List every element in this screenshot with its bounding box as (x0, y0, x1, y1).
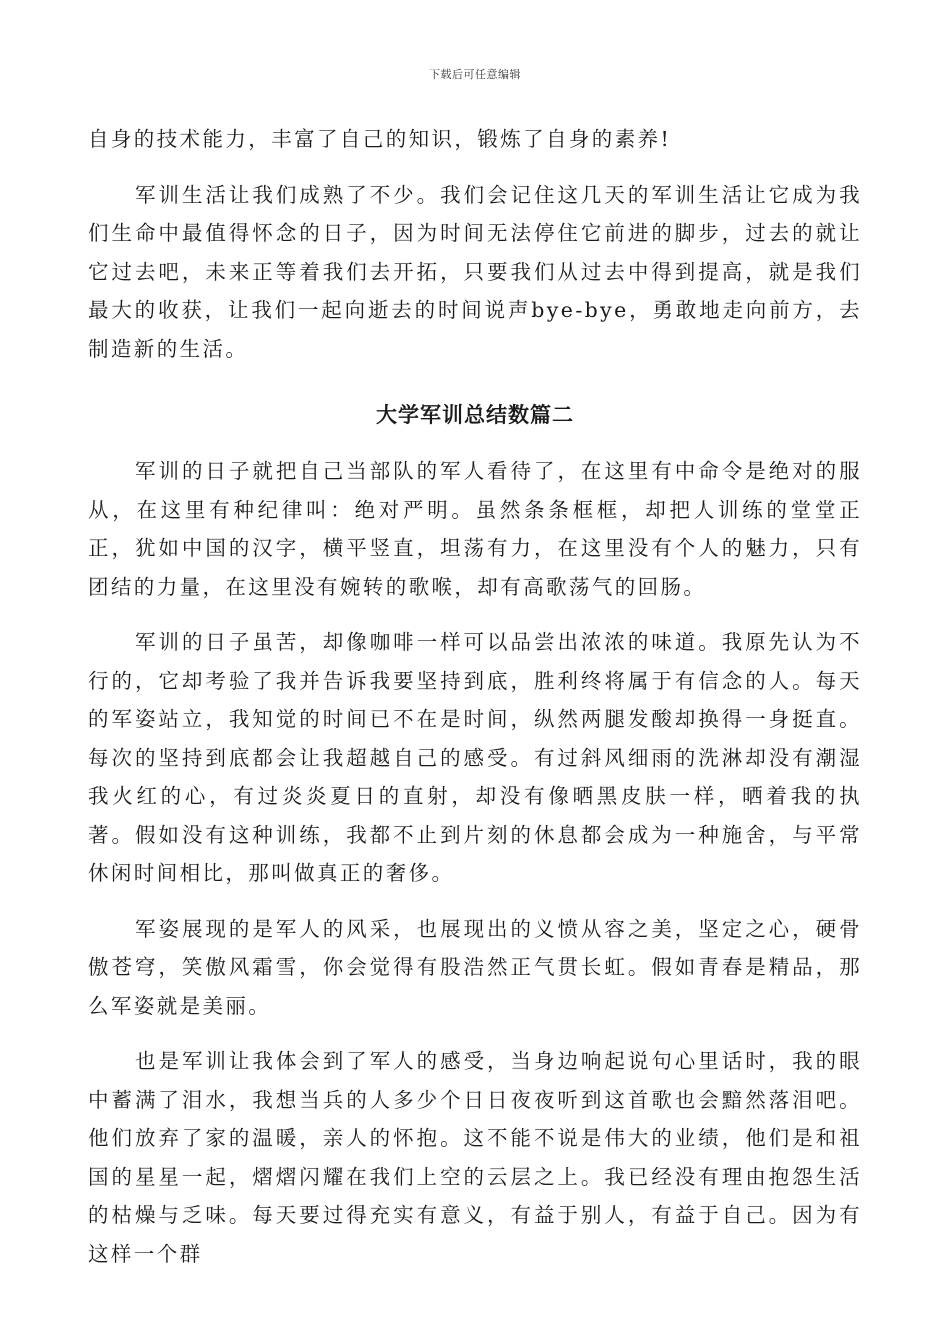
paragraph: 军训的日子虽苦，却像咖啡一样可以品尝出浓浓的味道。我原先认为不行的，它却考验了我并告诉我要坚持到底，胜利终将属于有信念的人。每天的军姿站立，我知觉的时间已不在是时间，纵然两腿发酸却换得一身挺直。每次的坚持到底都会让我超越自己的感受。有过斜风细雨的洗淋却没有潮湿我火红的心，有过炎炎夏日的直射，却没有像晒黑皮肤一样，晒着我的执著。假如没有这种训练，我都不止到片刻的休息都会成为一种施舍，与平常休闲时间相比，那叫做真正的奢侈。 (88, 630, 862, 885)
document-body (88, 120, 862, 1273)
paragraph: 军姿展现的是军人的风采，也展现出的义愤从容之美，坚定之心，硬骨傲苍穹，笑傲风霜雪，你会觉得有股浩然正气贯长虹。假如青春是精品，那么军姿就是美丽。 (88, 916, 862, 1018)
paragraph: 军训的日子就把自己当部队的军人看待了，在这里有中命令是绝对的服从，在这里有种纪律叫：绝对严明。虽然条条框框，却把人训练的堂堂正正，犹如中国的汉字，横平竖直，坦荡有力，在这里没有个人的魅力，只有团结的力量，在这里没有婉转的歌喉，却有高歌荡气的回肠。 (88, 459, 862, 599)
paragraph: 军训生活让我们成熟了不少。我们会记住这几天的军训生活让它成为我们生命中最值得怀念的日子，因为时间无法停住它前进的脚步，过去的就让它过去吧，未来正等着我们去开拓，只要我们从过去中得到提高，就是我们最大的收获，让我们一起向逝去的时间说声bye-bye，勇敢地走向前方，去制造新的生活。 (88, 182, 862, 361)
paragraph: 也是军训让我体会到了军人的感受，当身边响起说句心里话时，我的眼中蓄满了泪水，我想当兵的人多少个日日夜夜听到这首歌也会黯然落泪吧。他们放弃了家的温暖，亲人的怀抱。这不能不说是伟大的业绩，他们是和祖国的星星一起，熠熠闪耀在我们上空的云层之上。我已经没有理由抱怨生活的枯燥与乏味。每天要过得充实有意义，有益于别人，有益于自己。因为有这样一个群 (88, 1049, 862, 1266)
header-note: 下载后可任意编辑 (429, 68, 521, 81)
paragraph-continued: 自身的技术能力，丰富了自己的知识，锻炼了自身的素养! (88, 127, 672, 151)
section-title: 大学军训总结数篇二 (376, 403, 574, 427)
